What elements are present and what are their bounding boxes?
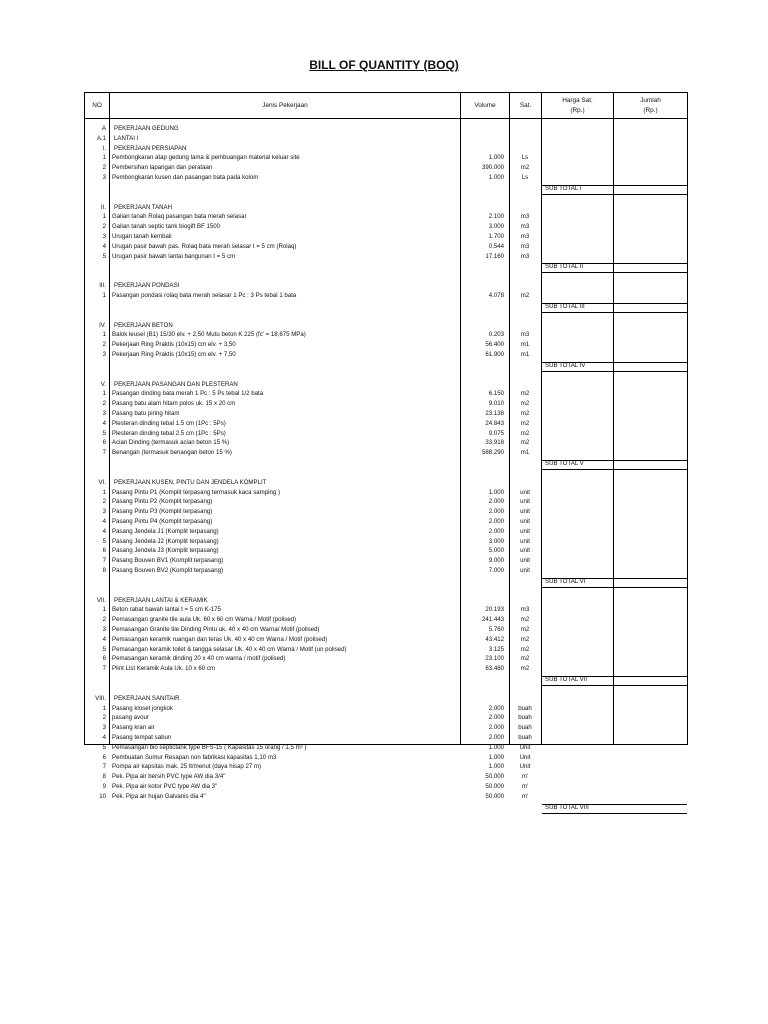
table-row: [85, 625, 687, 635]
item-unit: Unit: [519, 743, 531, 751]
item-volume: 2.000: [488, 498, 504, 506]
item-description: Pasang batu piring hitam: [112, 410, 180, 417]
item-description: Pembongkaran kusen dan pasangan bata pada kolom: [112, 174, 259, 181]
table-row: [85, 517, 687, 527]
item-description: Galian tanah septic tank biogift BF 1500: [112, 223, 221, 231]
item-description: Pasang Bouven BV2 (Komplit terpasang): [112, 567, 224, 574]
item-unit: m3: [520, 331, 530, 339]
table-row: [85, 556, 687, 566]
table-row: [85, 537, 687, 547]
table-row: [85, 743, 687, 753]
item-description: Pek. Pipa air bersih PVC type AW dia 3/4": [112, 773, 226, 781]
item-volume: 1.000: [488, 763, 504, 771]
table-row: [85, 772, 687, 782]
item-unit: unit: [520, 498, 530, 506]
table-row: [85, 654, 687, 664]
item-unit: unit: [520, 527, 530, 535]
item-volume: 0.544: [488, 242, 504, 250]
item-number: 2: [102, 714, 106, 722]
item-number: 8: [102, 773, 106, 781]
header-jenis-pekerjaan: Jenis Pekerjaan: [262, 101, 308, 109]
table-row: [85, 497, 687, 507]
item-number: 6: [102, 655, 106, 663]
page-title: BILL OF QUANTITY (BOQ): [309, 58, 459, 72]
table-row: [85, 792, 687, 802]
item-number: 7: [102, 763, 106, 771]
item-unit: unit: [520, 518, 530, 525]
table-row: [85, 615, 687, 625]
item-unit: m2: [520, 655, 530, 663]
item-number: 2: [102, 616, 106, 624]
table-row: [85, 664, 687, 674]
section-heading-row: [85, 596, 687, 606]
item-unit: m2: [520, 390, 530, 398]
item-unit: m2: [520, 439, 530, 447]
item-volume: 1.000: [488, 174, 504, 181]
item-number: 4: [102, 242, 106, 250]
item-description: Pemasangan granite tile aula Uk. 60 x 60 cm Warna / Motif (polised): [112, 616, 297, 624]
item-unit: m2: [520, 616, 530, 624]
item-number: 5: [102, 743, 106, 751]
section-title: PEKERJAAN LANTAI & KERAMIK: [114, 596, 208, 604]
table-row: [85, 212, 687, 222]
item-unit: unit: [520, 557, 530, 565]
table-row: [85, 163, 687, 173]
item-unit: m1: [520, 351, 530, 358]
item-description: Pasang Bouven BV1 (Komplit terpasang): [112, 557, 224, 565]
item-volume: 2.000: [488, 508, 504, 516]
item-volume: 23.138: [485, 410, 504, 417]
section-title: PEKERJAAN PASANGAN DAN PLESTERAN: [114, 380, 238, 388]
item-number: 4: [102, 635, 106, 643]
header-jumlah-label: Jumlah: [640, 96, 661, 104]
subtotal-rule: [542, 371, 687, 372]
item-volume: 1.700: [488, 233, 504, 240]
item-description: Pemasangan keramik dinding 20 x 40 cm warna / motif (polised): [112, 655, 286, 663]
item-unit: m2: [520, 665, 530, 673]
section-heading-row: [85, 694, 687, 704]
item-unit: m2: [520, 292, 530, 299]
item-number: 3: [102, 724, 106, 732]
item-volume: 23.100: [485, 655, 504, 663]
item-description: Pembuatan Sumur Resapan non fabrikasi kapasitas 1,10 m3: [112, 753, 277, 761]
item-number: 3: [102, 410, 106, 417]
item-description: Galian tanah Rolaq pasangan bata merah selasar: [112, 213, 247, 221]
item-volume: 50.000: [485, 792, 504, 800]
item-description: Pembongkaran atap gedung lama & pembuangan material keluar site: [112, 154, 300, 162]
table-row: [85, 350, 687, 360]
item-unit: m': [521, 773, 529, 781]
section-title: PEKERJAAN SANITAIR: [114, 694, 180, 702]
table-row: [85, 291, 687, 301]
item-volume: 63.480: [485, 665, 504, 673]
item-description: Plint List Keramik Aula Uk. 10 x 60 cm: [112, 665, 215, 673]
item-number: 1: [102, 213, 106, 221]
item-description: Pek. Pipa air hujan Galvanis dia 4": [112, 792, 206, 800]
item-description: Pasang kran air: [112, 724, 155, 732]
item-volume: 0.203: [488, 331, 504, 339]
item-number: A: [101, 125, 106, 132]
item-number: 4: [102, 527, 106, 535]
section-title: PEKERJAAN BETON: [114, 321, 173, 329]
item-description: Pekerjaan Ring Praktis (10x15) cm elv. + 7,50: [112, 351, 236, 358]
item-description: Pasangan dinding bata merah 1 Pc : 5 Ps tebal 1/2 bata: [112, 390, 264, 398]
item-volume: 588.290: [481, 449, 504, 457]
item-number: 5: [102, 537, 106, 545]
table-row: [85, 419, 687, 429]
item-number: IV.: [99, 321, 106, 329]
item-unit: Unit: [519, 763, 531, 771]
table-row: [85, 389, 687, 399]
item-description: Balok leusel (B1) 15/30 elv. + 2,50 Mutu beton K 225 (fc' = 18,675 MPa): [112, 331, 306, 339]
item-unit: m3: [520, 606, 530, 614]
item-description: Pasang Jendela J3 (Komplit terpasang): [112, 547, 219, 555]
item-volume: 33.918: [485, 439, 504, 447]
table-row: [85, 762, 687, 772]
item-unit: m2: [520, 164, 530, 172]
item-description: Pasang Pintu P1 (Komplit terpasang termasuk kaca samping ): [112, 488, 281, 496]
section-heading-row: [85, 380, 687, 390]
item-number: V.: [100, 380, 106, 388]
table-row: [85, 173, 687, 183]
table-row: [85, 488, 687, 498]
item-number: 1: [102, 154, 106, 162]
item-unit: Ls: [521, 154, 529, 162]
item-unit: unit: [520, 488, 530, 496]
item-number: 3: [102, 626, 106, 633]
item-volume: 3.125: [488, 645, 504, 653]
item-number: 4: [102, 518, 106, 525]
item-volume: 2.100: [488, 213, 504, 221]
item-volume: 1.000: [488, 753, 504, 761]
item-unit: unit: [520, 567, 530, 574]
section-title: PEKERJAAN PERSIAPAN: [114, 144, 187, 152]
item-volume: 1.000: [488, 743, 504, 751]
item-volume: 17.160: [485, 252, 504, 260]
subtotal-rule: [542, 312, 687, 313]
subtotal-rule: [542, 194, 687, 195]
item-volume: 50.000: [485, 773, 504, 781]
item-unit: m2: [520, 400, 530, 408]
item-unit: Ls: [521, 174, 529, 181]
item-description: Pasang Jendela J1 (Komplit terpasang): [112, 527, 219, 535]
table-header: [85, 93, 687, 119]
item-number: 2: [102, 341, 106, 349]
item-number: 2: [102, 164, 106, 172]
section-title: LANTAI I: [114, 134, 139, 142]
subtotal-rule: [542, 685, 687, 686]
item-number: 1: [102, 488, 106, 496]
item-volume: 50.000: [485, 783, 504, 790]
table-row: [85, 723, 687, 733]
item-number: 3: [102, 508, 106, 516]
item-volume: 3.000: [488, 537, 504, 545]
item-unit: buah: [518, 714, 532, 722]
item-number: III.: [99, 282, 106, 290]
item-number: 2: [102, 400, 106, 408]
header-harga-label: Harga Sat.: [562, 96, 593, 104]
section-title: PEKERJAAN PONDASI: [114, 282, 180, 290]
item-number: 10: [99, 792, 106, 800]
subtotal-label: SUB TOTAL II: [545, 263, 584, 271]
section-title: PEKERJAAN KUSEN, PINTU DAN JENDELA KOMPLIT: [114, 478, 267, 486]
item-volume: 1.000: [488, 488, 504, 496]
item-unit: unit: [520, 537, 530, 545]
item-volume: 9.000: [488, 557, 504, 565]
section-heading-row: [85, 478, 687, 488]
item-volume: 241.443: [481, 616, 504, 624]
item-description: Plesteran dinding tebal 2.5 cm (1Pc : 5Ps): [112, 429, 226, 437]
item-number: 1: [102, 606, 106, 614]
subtotal-label: SUB TOTAL IV: [545, 361, 586, 369]
item-volume: 4.078: [488, 292, 504, 299]
item-number: 5: [102, 645, 106, 653]
item-description: Pekerjaan Ring Praktis (10x15) cm elv. + 3,50: [112, 341, 236, 349]
subtotal-rule: [542, 469, 687, 470]
item-volume: 5.760: [488, 626, 504, 633]
item-unit: m2: [520, 410, 530, 417]
item-number: 7: [102, 557, 106, 565]
item-number: 4: [102, 734, 106, 741]
item-unit: m2: [520, 419, 530, 427]
item-description: Pasang batu alam hitam polos uk. 15 x 20 cm: [112, 400, 236, 408]
item-volume: 2.000: [488, 724, 504, 732]
item-unit: m2: [520, 635, 530, 643]
item-unit: m': [521, 783, 529, 790]
item-number: I.: [102, 144, 106, 152]
table-row: [85, 605, 687, 615]
item-volume: 390.000: [481, 164, 504, 172]
item-description: Pasang tempat sabun: [112, 734, 172, 741]
item-description: Acian Dinding (termasuk acian beton 15 %): [112, 439, 230, 447]
item-volume: 56.400: [485, 341, 504, 349]
subtotal-label: SUB TOTAL VII: [545, 676, 588, 683]
header-jumlah: [614, 93, 687, 118]
table-row: [85, 222, 687, 232]
table-row: [85, 527, 687, 537]
item-description: Urugan pasir bawah lantai bangunan t = 5 cm: [112, 252, 236, 260]
table-row: [85, 704, 687, 714]
table-row: [85, 340, 687, 350]
section-heading-row: [85, 321, 687, 331]
item-number: 7: [102, 665, 106, 673]
item-number: 3: [102, 351, 106, 358]
item-description: Pembersihan lapangan dan perataan: [112, 164, 213, 172]
item-description: Pasang Pintu P4 (Komplit terpasang): [112, 518, 213, 525]
subtotal-rule: [542, 813, 687, 814]
section-title: PEKERJAAN GEDUNG: [114, 125, 179, 132]
item-description: Benangan (termasuk benangan beton 15 %): [112, 449, 232, 457]
item-unit: m3: [520, 233, 530, 240]
item-unit: buah: [518, 734, 532, 741]
item-description: Pasang Pintu P3 (Komplit terpasang): [112, 508, 213, 516]
item-description: Pek. Pipa air kotor PVC type AW dia 3": [112, 783, 218, 790]
table-row: [85, 566, 687, 576]
table-row: [85, 753, 687, 763]
item-number: 1: [102, 331, 106, 339]
section-heading-row: [85, 144, 687, 154]
section-heading-row: [85, 203, 687, 213]
table-row: [85, 409, 687, 419]
item-number: 2: [102, 223, 106, 231]
item-number: A.1: [96, 134, 106, 142]
item-volume: 2.000: [488, 518, 504, 525]
item-unit: m3: [520, 213, 530, 221]
item-unit: m3: [520, 252, 530, 260]
item-unit: Unit: [519, 753, 531, 761]
header-volume: Volume: [474, 101, 496, 109]
subtotal-label: SUB TOTAL V: [545, 460, 584, 467]
item-volume: 6.150: [488, 390, 504, 398]
table-row: [85, 448, 687, 458]
item-number: VIII.: [95, 694, 106, 702]
subtotal-label: SUB TOTAL III: [545, 302, 585, 310]
item-number: 1: [102, 292, 106, 299]
subtotal-label: SUB TOTAL VI: [545, 577, 586, 585]
item-description: Urugan pasir bawah pas. Rolaq bata merah selasar t = 5 cm (Rolaq): [112, 242, 297, 250]
item-number: 3: [102, 233, 106, 240]
table-row: [85, 782, 687, 792]
item-volume: 9.075: [488, 429, 504, 437]
table-row: [85, 507, 687, 517]
item-description: Plesteran dinding tebal 1.5 cm (1Pc : 5Ps): [112, 419, 226, 427]
item-number: 7: [102, 449, 106, 457]
header-harga-unit: (Rp.): [570, 106, 585, 114]
item-volume: 2.000: [488, 734, 504, 741]
section-title: PEKERJAAN TANAH: [114, 203, 173, 211]
item-number: VII.: [96, 596, 106, 604]
table-row: [85, 330, 687, 340]
table-row: [85, 713, 687, 723]
item-description: pasang avour: [112, 714, 149, 722]
header-no: NO: [92, 101, 102, 109]
item-volume: 2.000: [488, 704, 504, 712]
item-unit: m2: [520, 429, 530, 437]
item-number: 1: [102, 390, 106, 398]
table-row: [85, 546, 687, 556]
item-volume: 7.000: [488, 567, 504, 574]
table-row: [85, 242, 687, 252]
section-heading-row: [85, 281, 687, 291]
item-number: 5: [102, 429, 106, 437]
item-description: Pemasangan bio septictank type BFS-15 ( Kapasitas 15 orang / 1,5 m³ ): [112, 743, 307, 751]
table-row: [85, 232, 687, 242]
item-description: Pemasangan keramik toilet & tangga selasar Uk. 40 x 40 cm Warna / Motif (un polised): [112, 645, 347, 653]
item-volume: 61.900: [485, 351, 504, 358]
item-unit: m2: [520, 645, 530, 653]
item-number: 3: [102, 174, 106, 181]
item-volume: 1.000: [488, 154, 504, 162]
item-volume: 9.010: [488, 400, 504, 408]
item-number: 6: [102, 753, 106, 761]
boq-table: [84, 92, 688, 811]
item-description: Pompa air kapsitas mak. 25 lt/menut (daya hisap 27 m): [112, 763, 262, 771]
item-unit: m1: [520, 449, 530, 457]
item-volume: 20.193: [485, 606, 504, 614]
item-description: Beton rabat bawah lantai t = 5 cm K-175: [112, 606, 221, 614]
item-volume: 2.000: [488, 714, 504, 722]
table-row: [85, 645, 687, 655]
subtotal-rule: [542, 272, 687, 273]
header-harga-satuan: [542, 93, 613, 118]
item-volume: 43.412: [485, 635, 504, 643]
item-unit: m1: [520, 341, 530, 349]
table-row: [85, 429, 687, 439]
item-number: 4: [102, 419, 106, 427]
subtotal-rule: [542, 587, 687, 588]
item-number: 1: [102, 704, 106, 712]
item-unit: m': [521, 792, 529, 800]
item-volume: 5.000: [488, 547, 504, 555]
item-volume: 3.000: [488, 223, 504, 231]
table-row: [85, 438, 687, 448]
table-row: [85, 399, 687, 409]
item-unit: unit: [520, 508, 530, 516]
table-row: [85, 733, 687, 743]
table-row: [85, 635, 687, 645]
table-row: [85, 252, 687, 262]
header-jumlah-unit: (Rp.): [643, 106, 658, 114]
item-unit: m3: [520, 223, 530, 231]
item-description: Pasangan pondasi rolaq bata merah selasar 1 Pc : 3 Ps tebal 1 bata: [112, 292, 297, 299]
item-description: Pasang kloset jongkok: [112, 704, 173, 712]
section-heading-row: [85, 134, 687, 144]
item-description: Pasang Pintu P2 (Komplit terpasang): [112, 498, 213, 506]
subtotal-label: SUB TOTAL VIII: [545, 803, 589, 811]
item-volume: 24.843: [485, 419, 504, 427]
section-heading-row: [85, 124, 687, 134]
header-satuan: Sat.: [519, 101, 532, 109]
item-unit: buah: [518, 724, 532, 732]
item-number: II.: [100, 203, 106, 211]
item-unit: m2: [520, 626, 530, 633]
item-unit: buah: [518, 704, 532, 712]
item-description: Urugan tanah kembali: [112, 233, 172, 240]
item-description: Pasang Jendela J2 (Komplit terpasang): [112, 537, 219, 545]
item-number: 2: [102, 498, 106, 506]
item-description: Pemasangan keramik ruangan dan teras Uk. 40 x 40 cm Warna / Motif (polised): [112, 635, 328, 643]
item-description: Pemasangan Granite tile Dinding Pintu uk. 40 x 40 cm Warna/ Motif (polised): [112, 626, 320, 633]
item-unit: m3: [520, 242, 530, 250]
item-number: 5: [102, 252, 106, 260]
item-volume: 2.000: [488, 527, 504, 535]
item-number: 6: [102, 547, 106, 555]
item-number: 6: [102, 439, 106, 447]
table-row: [85, 153, 687, 163]
item-number: VI.: [98, 478, 106, 486]
item-number: 8: [102, 567, 106, 574]
item-number: 9: [102, 783, 106, 790]
subtotal-label: SUB TOTAL I: [545, 184, 582, 192]
item-unit: unit: [520, 547, 530, 555]
